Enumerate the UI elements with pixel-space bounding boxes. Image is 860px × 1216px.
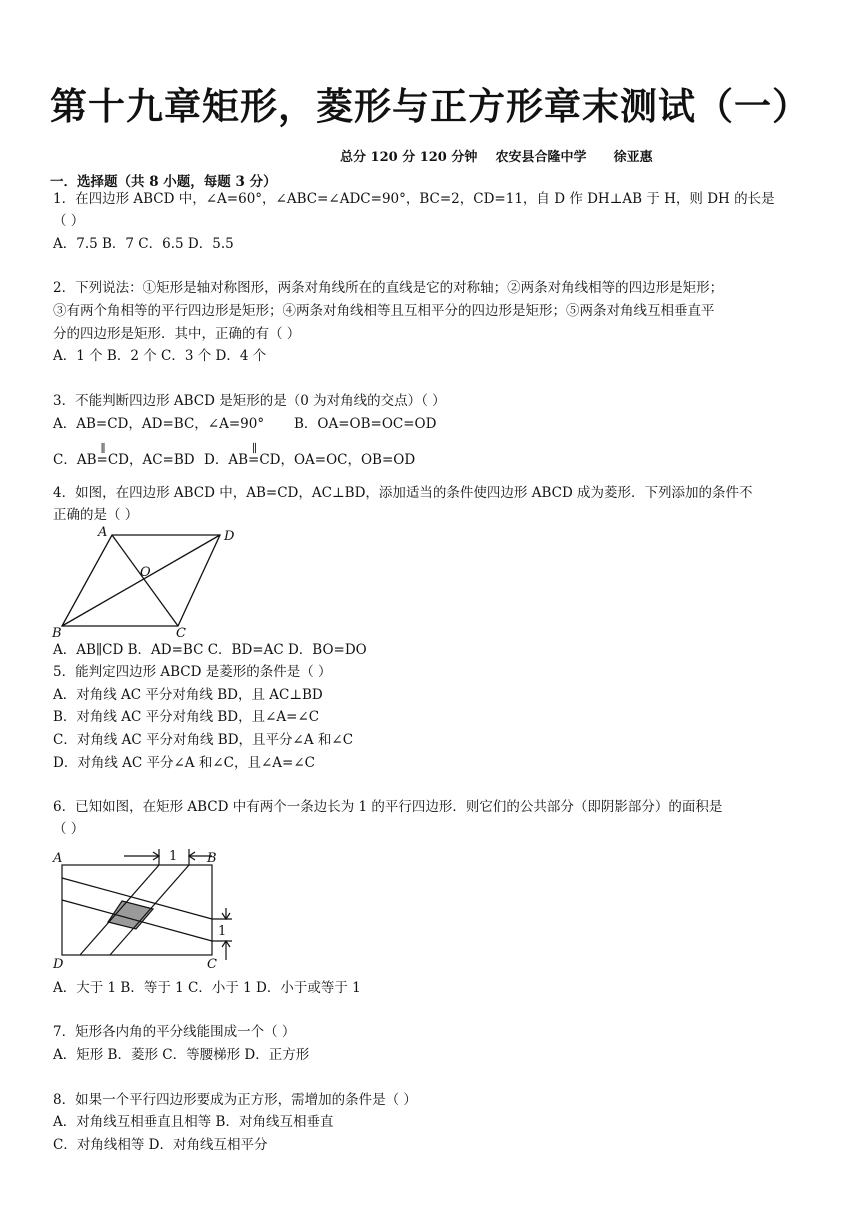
parallel-mark: ∥ — [100, 442, 104, 455]
q5-option-b: B．对角线 AC 平分对角线 BD，且∠A=∠C — [53, 709, 320, 725]
q2-options: A．1 个 B．2 个 C．3 个 D．4 个 — [53, 348, 267, 364]
q3-option-b: B．OA=OB=OC=OD — [294, 416, 437, 432]
q3-stem: 3．不能判断四边形 ABCD 是矩形的是（0 为对角线的交点）（ ） — [53, 393, 446, 409]
q6-options: A．大于 1 B．等于 1 C．小于 1 D．小于或等于 1 — [53, 980, 361, 996]
q4-options: A．AB∥CD B．AD=BC C．BD=AC D．BO=DO — [53, 642, 367, 658]
q3-option-c-prefix: C．AB — [53, 452, 97, 468]
parallel-equal-symbol: ∥ = — [248, 449, 259, 472]
q5-option-c: C．对角线 AC 平分对角线 BD，且平分∠A 和∠C — [53, 732, 354, 748]
q5-option-a: A．对角线 AC 平分对角线 BD，且 AC⊥BD — [53, 687, 323, 703]
q1-stem-line2: （ ） — [53, 213, 85, 229]
q3-option-d-suffix: CD，OA=OC，OB=OD — [259, 452, 416, 468]
label-d: D — [224, 529, 235, 544]
q4-rhombus-figure — [48, 524, 248, 642]
q1-options: A．7.5 B．7 C．6.5 D．5.5 — [53, 236, 234, 252]
q8-options-cd: C．对角线相等 D．对角线互相平分 — [53, 1137, 268, 1153]
dimension-label-right: 1 — [218, 924, 227, 939]
q8-options-ab: A．对角线互相垂直且相等 B．对角线互相垂直 — [53, 1114, 334, 1130]
q2-stem-line3: 分的四边形是矩形．其中，正确的有（ ） — [53, 326, 301, 342]
q3-option-d-prefix: D．AB — [204, 452, 248, 468]
q4-stem-line1: 4．如图，在四边形 ABCD 中，AB=CD，AC⊥BD，添加适当的条件使四边形 ABCD 成为菱形．下列添加的条件不 — [53, 485, 753, 501]
q3-option-a: A．AB=CD，AD=BC，∠A=90° — [53, 416, 265, 432]
label-b: B — [52, 626, 62, 641]
q3-option-c-suffix: CD，AC=BD — [107, 452, 195, 468]
q7-options: A．矩形 B．菱形 C．等腰梯形 D．正方形 — [53, 1047, 310, 1063]
q7-stem: 7．矩形各内角的平分线能围成一个（ ） — [53, 1024, 296, 1040]
q6-stem-line2: （ ） — [53, 821, 85, 837]
q6-rectangle-figure — [50, 842, 246, 974]
q4-stem-line2: 正确的是（ ） — [53, 507, 139, 523]
q2-stem-line2: ③有两个角相等的平行四边形是矩形；④两条对角线相等且互相平分的四边形是矩形；⑤两条对角线互相垂直平 — [53, 303, 715, 319]
diagonal-ac — [112, 535, 178, 626]
label-d: D — [53, 957, 64, 972]
label-b: B — [207, 851, 217, 866]
q6-stem-line1: 6．已知如图，在矩形 ABCD 中有两个一条边长为 1 的平行四边形．则它们的公共部分（即阴影部分）的面积是 — [53, 799, 723, 815]
label-o: O — [140, 565, 151, 580]
label-a: A — [53, 851, 63, 866]
document-byline: 总分 120 分 120 分钟 农安县合隆中学 徐亚惠 — [340, 150, 653, 165]
section-heading: 一．选择题（共 8 小题，每题 3 分） — [50, 174, 277, 190]
document-title: 第十九章矩形，菱形与正方形章末测试（一） — [50, 85, 810, 128]
label-c: C — [207, 957, 217, 972]
q5-stem: 5．能判定四边形 ABCD 是菱形的条件是（ ） — [53, 664, 332, 680]
q2-stem-line1: 2．下列说法：①矩形是轴对称图形，两条对角线所在的直线是它的对称轴；②两条对角线相等的四边形是矩形； — [53, 280, 724, 296]
label-c: C — [176, 626, 186, 641]
q1-stem-line1: 1．在四边形 ABCD 中，∠A=60°，∠ABC=∠ADC=90°，BC=2，CD=11，自 D 作 DH⊥AB 于 H，则 DH 的长是 — [53, 191, 775, 207]
parallel-mark: ∥ — [252, 442, 256, 455]
q3-option-d — [204, 442, 416, 472]
dimension-label-top: 1 — [169, 849, 178, 864]
q8-stem: 8．如果一个平行四边形要成为正方形，需增加的条件是（ ） — [53, 1092, 417, 1108]
diagonal-bd — [62, 535, 220, 626]
parallel-equal-symbol: ∥ = — [97, 449, 108, 472]
q5-option-d: D．对角线 AC 平分∠A 和∠C，且∠A=∠C — [53, 755, 315, 771]
q3-option-c — [53, 442, 195, 472]
label-a: A — [98, 525, 108, 540]
